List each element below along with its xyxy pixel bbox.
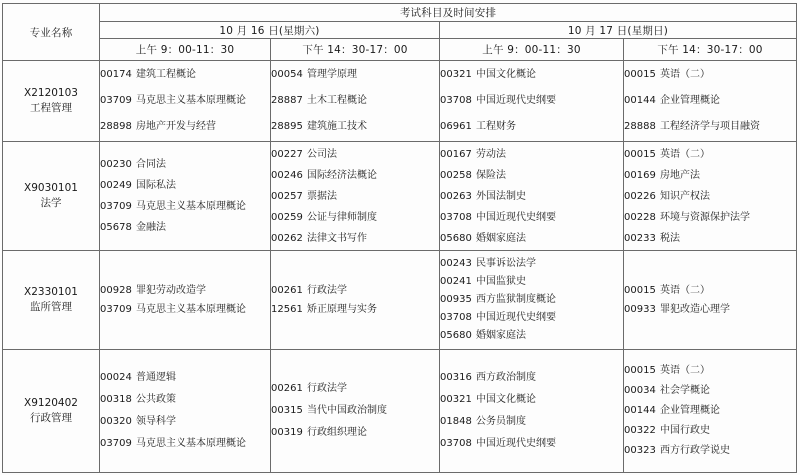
course-code: 03709 bbox=[100, 438, 132, 449]
course-code: 00226 bbox=[624, 190, 656, 202]
course-entry bbox=[271, 400, 439, 422]
course-entry bbox=[624, 186, 796, 207]
course-entry bbox=[624, 88, 796, 114]
course-cell bbox=[624, 142, 797, 251]
exam-schedule-table bbox=[2, 3, 797, 473]
course-code: 00233 bbox=[624, 232, 656, 244]
course-title: 国际私法 bbox=[136, 180, 176, 191]
course-code: 00316 bbox=[440, 372, 472, 383]
course-code: 00230 bbox=[100, 159, 132, 170]
header-row-times bbox=[3, 39, 797, 61]
major-cell bbox=[3, 61, 100, 142]
schedule-title bbox=[100, 4, 797, 22]
major-row bbox=[3, 251, 797, 350]
day2-header bbox=[440, 22, 797, 39]
major-cell bbox=[3, 350, 100, 473]
course-title: 马克思主义基本原理概论 bbox=[136, 201, 246, 212]
course-cell bbox=[440, 350, 624, 473]
course-code: 00257 bbox=[271, 190, 303, 202]
course-cell bbox=[100, 142, 271, 251]
header-row-title bbox=[3, 4, 797, 22]
course-cell bbox=[624, 350, 797, 473]
major-name-header bbox=[3, 4, 100, 61]
course-entry bbox=[440, 255, 623, 273]
course-entry bbox=[624, 114, 796, 140]
course-title: 中国文化概论 bbox=[476, 69, 536, 80]
course-code: 12561 bbox=[271, 304, 303, 315]
course-entry bbox=[440, 88, 623, 114]
course-code: 05680 bbox=[440, 330, 472, 341]
course-cell bbox=[440, 251, 624, 350]
course-code: 03709 bbox=[100, 304, 132, 315]
course-code: 03709 bbox=[100, 95, 132, 106]
course-code: 00261 bbox=[271, 383, 303, 394]
course-title: 英语（二） bbox=[660, 365, 710, 376]
course-code: 00928 bbox=[100, 285, 132, 296]
course-code: 00318 bbox=[100, 394, 132, 405]
course-title: 工程财务 bbox=[476, 121, 516, 132]
course-title: 西方行政学说史 bbox=[660, 445, 730, 456]
course-code: 00246 bbox=[271, 169, 303, 181]
course-title: 中国近现代史纲要 bbox=[476, 438, 556, 449]
course-title: 房地产法 bbox=[660, 169, 700, 181]
course-code: 00321 bbox=[440, 69, 472, 80]
course-code: 00144 bbox=[624, 95, 656, 106]
course-entry bbox=[624, 281, 796, 300]
course-cell bbox=[100, 61, 271, 142]
course-code: 00054 bbox=[271, 69, 303, 80]
course-entry bbox=[440, 228, 623, 249]
course-entry bbox=[440, 367, 623, 389]
header-row-days bbox=[3, 22, 797, 39]
day1-header bbox=[100, 22, 440, 39]
course-code: 00024 bbox=[100, 372, 132, 383]
day2-morning-header bbox=[440, 39, 624, 61]
course-code: 03708 bbox=[440, 211, 472, 223]
course-cell bbox=[271, 61, 440, 142]
course-entry bbox=[100, 217, 270, 238]
course-title: 民事诉讼法学 bbox=[476, 258, 536, 269]
course-title: 领导科学 bbox=[136, 416, 176, 427]
course-title: 知识产权法 bbox=[660, 190, 710, 202]
course-code: 00935 bbox=[440, 294, 472, 305]
day2-morning-text: 上午 9：00-11：30 bbox=[482, 44, 581, 56]
course-title: 中国近现代史纲要 bbox=[476, 211, 556, 223]
course-title: 当代中国政治制度 bbox=[307, 405, 387, 416]
major-title: 监所管理 bbox=[30, 301, 72, 313]
course-code: 00228 bbox=[624, 211, 656, 223]
course-entry bbox=[624, 441, 796, 461]
course-entry bbox=[624, 62, 796, 88]
course-code: 00167 bbox=[440, 148, 472, 160]
course-title: 法律文书写作 bbox=[307, 232, 367, 244]
course-entry bbox=[440, 411, 623, 433]
major-code: X2120103 bbox=[24, 87, 78, 99]
course-entry bbox=[440, 144, 623, 165]
day1-morning-text: 上午 9：00-11：30 bbox=[135, 44, 235, 56]
course-cell bbox=[271, 142, 440, 251]
course-entry bbox=[624, 144, 796, 165]
course-entry bbox=[271, 378, 439, 400]
course-entry bbox=[100, 175, 270, 196]
course-cell bbox=[271, 350, 440, 473]
course-title: 公共政策 bbox=[136, 394, 176, 405]
course-title: 矫正原理与实务 bbox=[307, 304, 377, 315]
course-entry bbox=[440, 309, 623, 327]
course-entry bbox=[100, 411, 270, 433]
course-code: 00262 bbox=[271, 232, 303, 244]
course-code: 03709 bbox=[100, 201, 132, 212]
course-entry bbox=[624, 401, 796, 421]
course-title: 工程经济学与项目融资 bbox=[660, 121, 760, 132]
course-code: 00174 bbox=[100, 69, 132, 80]
major-row bbox=[3, 142, 797, 251]
schedule-title-text: 考试科目及时间安排 bbox=[399, 7, 497, 19]
day1-afternoon-header bbox=[271, 39, 440, 61]
course-code: 00015 bbox=[624, 148, 656, 160]
course-entry bbox=[271, 207, 439, 228]
course-cell bbox=[271, 251, 440, 350]
course-code: 00034 bbox=[624, 385, 656, 396]
course-entry bbox=[624, 300, 796, 319]
course-code: 28895 bbox=[271, 121, 303, 132]
course-title: 罪犯改造心理学 bbox=[660, 304, 730, 315]
course-code: 00241 bbox=[440, 276, 472, 287]
course-title: 土木工程概论 bbox=[307, 95, 367, 106]
course-title: 公务员制度 bbox=[476, 416, 526, 427]
course-title: 马克思主义基本原理概论 bbox=[136, 304, 246, 315]
course-entry bbox=[440, 62, 623, 88]
course-code: 00259 bbox=[271, 211, 303, 223]
course-code: 00933 bbox=[624, 304, 656, 315]
major-code: X9120402 bbox=[24, 397, 78, 409]
course-title: 英语（二） bbox=[660, 285, 710, 296]
day2-afternoon-text: 下午 14：30-17：00 bbox=[657, 44, 763, 56]
course-title: 行政组织理论 bbox=[307, 427, 367, 438]
course-code: 00321 bbox=[440, 394, 472, 405]
course-title: 公司法 bbox=[307, 148, 337, 160]
day1-header-text: 10 月 16 日(星期六) bbox=[219, 24, 320, 37]
major-title: 行政管理 bbox=[30, 412, 72, 424]
course-code: 00263 bbox=[440, 190, 472, 202]
course-entry bbox=[271, 114, 439, 140]
course-code: 00315 bbox=[271, 405, 303, 416]
course-title: 社会学概论 bbox=[660, 385, 710, 396]
course-entry bbox=[440, 433, 623, 455]
course-code: 00243 bbox=[440, 258, 472, 269]
course-code: 00319 bbox=[271, 427, 303, 438]
course-title: 行政法学 bbox=[307, 285, 347, 296]
day1-morning-header bbox=[100, 39, 271, 61]
major-code: X2330101 bbox=[24, 286, 78, 298]
course-code: 00323 bbox=[624, 445, 656, 456]
course-title: 中国行政史 bbox=[660, 425, 710, 436]
day2-header-text: 10 月 17 日(星期日) bbox=[567, 24, 669, 37]
course-cell bbox=[100, 350, 271, 473]
course-code: 00320 bbox=[100, 416, 132, 427]
course-title: 票据法 bbox=[307, 190, 337, 202]
course-title: 建筑工程概论 bbox=[136, 69, 196, 80]
course-entry bbox=[440, 186, 623, 207]
course-title: 西方监狱制度概论 bbox=[476, 294, 556, 305]
course-title: 房地产开发与经营 bbox=[136, 121, 216, 132]
course-code: 00015 bbox=[624, 285, 656, 296]
course-entry bbox=[271, 281, 439, 300]
course-code: 00144 bbox=[624, 405, 656, 416]
course-title: 劳动法 bbox=[476, 148, 506, 160]
course-entry bbox=[624, 207, 796, 228]
course-code: 00169 bbox=[624, 169, 656, 181]
course-entry bbox=[440, 165, 623, 186]
course-code: 00227 bbox=[271, 148, 303, 160]
course-title: 英语（二） bbox=[660, 69, 710, 80]
course-code: 01848 bbox=[440, 416, 472, 427]
major-code: X9030101 bbox=[24, 182, 78, 194]
course-entry bbox=[440, 389, 623, 411]
course-entry bbox=[100, 281, 270, 300]
course-entry bbox=[271, 62, 439, 88]
course-entry bbox=[624, 165, 796, 186]
course-entry bbox=[271, 165, 439, 186]
course-entry bbox=[440, 291, 623, 309]
course-entry bbox=[271, 88, 439, 114]
course-entry bbox=[100, 154, 270, 175]
course-entry bbox=[100, 88, 270, 114]
course-entry bbox=[271, 422, 439, 444]
course-title: 行政法学 bbox=[307, 383, 347, 394]
course-title: 企业管理概论 bbox=[660, 95, 720, 106]
course-title: 保险法 bbox=[476, 169, 506, 181]
course-entry bbox=[100, 433, 270, 455]
course-code: 00261 bbox=[271, 285, 303, 296]
course-title: 金融法 bbox=[136, 222, 166, 233]
course-cell bbox=[624, 61, 797, 142]
course-code: 28887 bbox=[271, 95, 303, 106]
course-code: 00015 bbox=[624, 365, 656, 376]
course-cell bbox=[100, 251, 271, 350]
course-title: 英语（二） bbox=[660, 148, 710, 160]
course-entry bbox=[440, 207, 623, 228]
course-entry bbox=[100, 300, 270, 319]
course-entry bbox=[624, 421, 796, 441]
course-code: 03708 bbox=[440, 95, 472, 106]
course-code: 03708 bbox=[440, 438, 472, 449]
course-title: 公证与律师制度 bbox=[307, 211, 377, 223]
course-title: 中国监狱史 bbox=[476, 276, 526, 287]
course-entry bbox=[624, 381, 796, 401]
course-title: 建筑施工技术 bbox=[307, 121, 367, 132]
course-code: 28898 bbox=[100, 121, 132, 132]
course-title: 婚姻家庭法 bbox=[476, 330, 526, 341]
course-entry bbox=[100, 196, 270, 217]
course-code: 03708 bbox=[440, 312, 472, 323]
major-title: 工程管理 bbox=[30, 102, 72, 114]
course-code: 00249 bbox=[100, 180, 132, 191]
course-entry bbox=[100, 389, 270, 411]
course-code: 00322 bbox=[624, 425, 656, 436]
course-entry bbox=[100, 367, 270, 389]
course-title: 婚姻家庭法 bbox=[476, 232, 526, 244]
course-title: 环境与资源保护法学 bbox=[660, 211, 750, 223]
course-code: 05678 bbox=[100, 222, 132, 233]
course-code: 00258 bbox=[440, 169, 472, 181]
course-entry bbox=[100, 62, 270, 88]
course-code: 05680 bbox=[440, 232, 472, 244]
course-title: 马克思主义基本原理概论 bbox=[136, 438, 246, 449]
course-title: 税法 bbox=[660, 232, 680, 244]
course-code: 06961 bbox=[440, 121, 472, 132]
course-title: 马克思主义基本原理概论 bbox=[136, 95, 246, 106]
course-title: 普通逻辑 bbox=[136, 372, 176, 383]
course-entry bbox=[271, 300, 439, 319]
course-title: 合同法 bbox=[136, 159, 166, 170]
day1-afternoon-text: 下午 14：30-17：00 bbox=[302, 44, 408, 56]
course-entry bbox=[271, 144, 439, 165]
course-entry bbox=[440, 327, 623, 345]
major-cell bbox=[3, 142, 100, 251]
major-row bbox=[3, 350, 797, 473]
course-entry bbox=[440, 273, 623, 291]
course-title: 中国文化概论 bbox=[476, 394, 536, 405]
course-code: 28888 bbox=[624, 121, 656, 132]
course-cell bbox=[624, 251, 797, 350]
course-cell bbox=[440, 142, 624, 251]
course-title: 管理学原理 bbox=[307, 69, 357, 80]
course-title: 外国法制史 bbox=[476, 190, 526, 202]
course-title: 西方政治制度 bbox=[476, 372, 536, 383]
course-code: 00015 bbox=[624, 69, 656, 80]
course-entry bbox=[271, 228, 439, 249]
course-entry bbox=[271, 186, 439, 207]
course-title: 罪犯劳动改造学 bbox=[136, 285, 206, 296]
course-title: 中国近现代史纲要 bbox=[476, 312, 556, 323]
course-entry bbox=[624, 228, 796, 249]
course-title: 企业管理概论 bbox=[660, 405, 720, 416]
major-row bbox=[3, 61, 797, 142]
course-entry bbox=[624, 361, 796, 381]
major-name-header-text: 专业名称 bbox=[29, 26, 73, 39]
course-title: 中国近现代史纲要 bbox=[476, 95, 556, 106]
major-cell bbox=[3, 251, 100, 350]
course-title: 国际经济法概论 bbox=[307, 169, 377, 181]
day2-afternoon-header bbox=[624, 39, 797, 61]
course-cell bbox=[440, 61, 624, 142]
major-title: 法学 bbox=[40, 197, 62, 209]
course-entry bbox=[100, 114, 270, 140]
course-entry bbox=[440, 114, 623, 140]
